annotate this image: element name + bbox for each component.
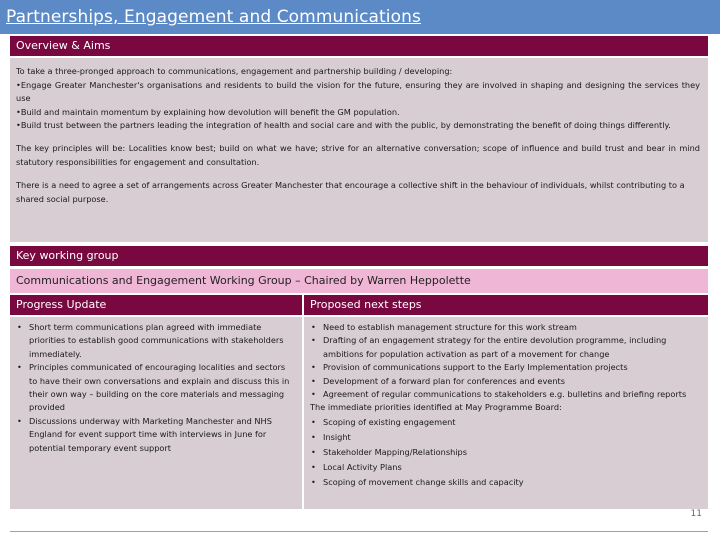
list-item: • Short term communications plan agreed with immediate priorities to establish good communications with stakeholders immediately. <box>14 321 294 361</box>
board-priorities-list <box>308 416 700 489</box>
list-item: • Need to establish management structure for this work stream <box>308 321 700 334</box>
page-title: Partnerships, Engagement and Communications <box>6 7 421 27</box>
aims-intro: To take a three-pronged approach to communications, engagement and partnership building / developing: <box>16 66 453 76</box>
list-item: • Scoping of movement change skills and capacity <box>308 476 700 489</box>
list-item: • Insight <box>308 431 700 444</box>
list-item: • Local Activity Plans <box>308 461 700 474</box>
list-item: • Agreement of regular communications to stakeholders e.g. bulletins and briefing reports <box>308 388 700 401</box>
overview-heading: Overview & Aims <box>10 36 708 56</box>
aim-item: •Build trust between the partners leading the integration of health and social care and with the public, by demonstrating the benefit of doing things differently. <box>16 120 671 131</box>
page-number: 11 <box>690 509 702 519</box>
arrangements-text: There is a need to agree a set of arrangements across Greater Manchester that encourage a collective shift in the behaviour of individuals, whilst contributing to a shared social purpose. <box>16 180 685 204</box>
progress-update-heading: Progress Update <box>10 295 302 315</box>
aim-item: •Build and maintain momentum by explaining how devolution will benefit the GM population. <box>16 106 400 117</box>
next-steps-list <box>308 321 700 401</box>
next-steps-body <box>304 317 708 509</box>
board-priorities-intro: The immediate priorities identified at May Programme Board: <box>310 402 562 413</box>
list-item: • Development of a forward plan for conferences and events <box>308 375 700 388</box>
list-item: • Discussions underway with Marketing Manchester and NHS England for event support time with interviews in June for potential temporary event support <box>14 415 294 455</box>
footer-divider <box>10 531 708 532</box>
list-item: • Scoping of existing engagement <box>308 416 700 429</box>
list-item: • Principles communicated of encouraging localities and sectors to have their own conversations and explain and discuss this in their own way – building on the core materials and messaging provided <box>14 361 294 415</box>
working-group-name: Communications and Engagement Working Group – Chaired by Warren Heppolette <box>10 269 708 293</box>
overview-body <box>10 58 708 242</box>
list-item: • Stakeholder Mapping/Relationships <box>308 446 700 459</box>
list-item: • Provision of communications support to the Early Implementation projects <box>308 361 700 374</box>
progress-list <box>14 321 294 455</box>
key-principles: The key principles will be: Localities know best; build on what we have; strive for an alternative conversation; scope of influence and build trust and bear in mind statutory responsibilities for engagement and consultation. <box>16 143 700 168</box>
list-item: • Drafting of an engagement strategy for the entire devolution programme, including ambitions for population activation as part of a movement for change <box>308 334 700 361</box>
next-steps-heading: Proposed next steps <box>304 295 708 315</box>
progress-update-body <box>10 317 302 509</box>
aim-item: •Engage Greater Manchester's organisations and residents to build the vision for the future, ensuring they are involved in shaping and designing the services they use <box>16 79 700 104</box>
title-bar <box>0 0 720 34</box>
key-working-group-heading: Key working group <box>10 246 708 266</box>
